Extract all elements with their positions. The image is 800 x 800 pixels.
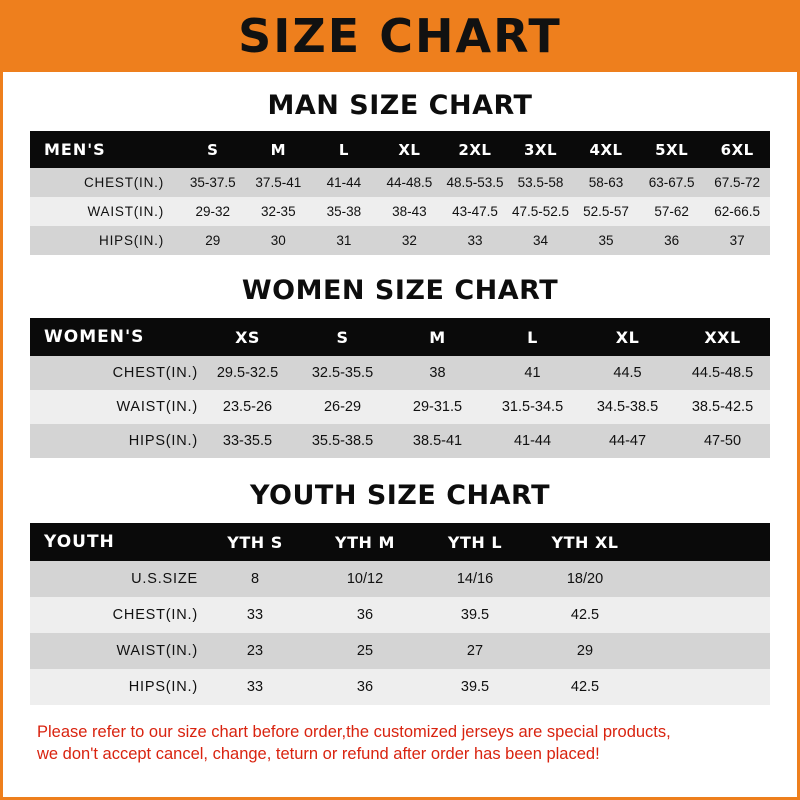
men-col-0: S <box>207 140 219 159</box>
table-header-row <box>30 318 770 356</box>
men-size-section <box>19 90 781 255</box>
youth-r1c2: 39.5 <box>460 607 490 623</box>
men-r2c5: 34 <box>532 233 549 248</box>
women-r0c2: 38 <box>429 365 446 381</box>
women-col-0: XS <box>235 327 260 347</box>
table-row <box>30 197 770 226</box>
women-r2c5: 47-50 <box>703 433 742 449</box>
youth-row-0-label: U.S.SIZE <box>131 571 198 587</box>
disclaimer-line-1: Please refer to our size chart before order,the customized jerseys are special products, <box>37 723 671 741</box>
men-r0c7: 63-67.5 <box>648 175 695 190</box>
women-col-5: XXL <box>704 327 741 347</box>
men-col-6: 4XL <box>589 140 623 159</box>
women-r2c1: 35.5-38.5 <box>311 433 374 449</box>
women-r1c5: 38.5-42.5 <box>691 399 754 415</box>
youth-r1c0: 33 <box>246 607 264 623</box>
youth-col-spacer <box>640 523 770 561</box>
men-col-1: M <box>270 140 287 159</box>
men-r0c4: 48.5-53.5 <box>446 175 504 190</box>
youth-size-section <box>19 480 781 705</box>
youth-row-2-label: WAIST(IN.) <box>116 643 198 659</box>
men-r1c4: 43-47.5 <box>452 204 498 219</box>
youth-r0c3: 18/20 <box>566 571 604 587</box>
youth-col-2: YTH L <box>447 532 503 552</box>
men-r0c6: 58-63 <box>588 175 624 190</box>
men-r1c5: 47.5-52.5 <box>511 204 570 219</box>
women-r0c3: 41 <box>524 365 541 381</box>
women-r0c1: 32.5-35.5 <box>311 365 374 381</box>
table-row <box>30 669 770 705</box>
men-r1c7: 57-62 <box>654 204 689 219</box>
youth-r1c3: 42.5 <box>570 607 600 623</box>
youth-r0-spacer <box>640 561 770 597</box>
men-row-0-label: CHEST(IN.) <box>84 175 164 190</box>
youth-r0c1: 10/12 <box>346 571 384 587</box>
men-r2c4: 33 <box>467 233 483 248</box>
youth-r3c3: 42.5 <box>570 679 600 695</box>
women-section-title: WOMEN SIZE CHART <box>241 275 559 306</box>
women-r1c0: 23.5-26 <box>222 399 273 415</box>
table-row <box>30 597 770 633</box>
men-r2c6: 35 <box>598 233 614 248</box>
men-r2c2: 31 <box>336 233 352 248</box>
women-col-1: S <box>336 327 349 347</box>
youth-r1-spacer <box>640 597 770 633</box>
women-col-2: M <box>429 327 446 347</box>
men-r2c1: 30 <box>270 233 286 248</box>
youth-r3c2: 39.5 <box>460 679 490 695</box>
men-r0c1: 37.5-41 <box>255 175 302 190</box>
men-r2c3: 32 <box>401 233 417 248</box>
disclaimer-line-2: we don't accept cancel, change, teturn or refund after order has been placed! <box>37 745 600 764</box>
youth-row-label-header: YOUTH <box>44 532 115 552</box>
men-row-label-header: MEN'S <box>44 140 106 159</box>
men-col-5: 3XL <box>523 140 558 159</box>
men-r0c3: 44-48.5 <box>386 175 433 190</box>
table-row <box>30 390 770 424</box>
men-r1c8: 62-66.5 <box>714 204 761 219</box>
women-col-4: XL <box>615 327 640 347</box>
women-r0c0: 29.5-32.5 <box>216 365 279 381</box>
youth-r2c3: 29 <box>576 643 594 659</box>
youth-col-0: YTH S <box>227 532 283 552</box>
youth-r0c0: 8 <box>250 571 260 587</box>
women-col-3: L <box>527 327 538 347</box>
women-size-section <box>19 275 781 458</box>
women-row-2-label: HIPS(IN.) <box>128 433 198 449</box>
chart-content <box>3 90 797 766</box>
youth-r2-spacer <box>640 633 770 669</box>
women-r1c3: 31.5-34.5 <box>501 399 564 415</box>
women-row-0-label: CHEST(IN.) <box>112 365 198 381</box>
men-col-4: 2XL <box>458 140 492 159</box>
youth-col-3: YTH XL <box>551 532 619 552</box>
table-row <box>30 561 770 597</box>
men-col-2: L <box>338 140 349 159</box>
youth-row-1-label: CHEST(IN.) <box>112 607 198 623</box>
table-row <box>30 226 770 255</box>
table-row <box>30 168 770 197</box>
men-row-1-label: WAIST(IN.) <box>87 204 164 219</box>
women-r2c3: 41-44 <box>513 433 552 449</box>
header-banner <box>3 0 797 72</box>
disclaimer-note <box>37 721 763 766</box>
men-size-table <box>30 131 770 255</box>
youth-size-table <box>30 523 770 705</box>
women-row-label-header: WOMEN'S <box>44 327 145 347</box>
women-r1c4: 34.5-38.5 <box>596 399 659 415</box>
women-r2c0: 33-35.5 <box>222 433 273 449</box>
men-r0c0: 35-37.5 <box>189 175 236 190</box>
men-section-title: MAN SIZE CHART <box>267 90 533 121</box>
youth-r3c1: 36 <box>356 679 374 695</box>
women-r2c4: 44-47 <box>608 433 647 449</box>
women-r1c2: 29-31.5 <box>412 399 463 415</box>
youth-section-title: YOUTH SIZE CHART <box>249 480 551 511</box>
table-row <box>30 633 770 669</box>
women-r2c2: 38.5-41 <box>412 433 463 449</box>
women-r0c4: 44.5 <box>613 365 642 381</box>
youth-r1c1: 36 <box>356 607 374 623</box>
men-r0c8: 67.5-72 <box>714 175 761 190</box>
men-r1c2: 35-38 <box>326 204 362 219</box>
men-r1c3: 38-43 <box>392 204 427 219</box>
youth-r2c0: 23 <box>246 643 264 659</box>
youth-r3c0: 33 <box>246 679 264 695</box>
men-col-8: 6XL <box>720 140 754 159</box>
men-r0c5: 53.5-58 <box>517 175 564 190</box>
table-header-row <box>30 131 770 168</box>
youth-r2c2: 27 <box>466 643 484 659</box>
youth-row-3-label: HIPS(IN.) <box>128 679 198 695</box>
men-r1c6: 52.5-57 <box>583 204 629 219</box>
men-r2c0: 29 <box>205 233 221 248</box>
women-r0c5: 44.5-48.5 <box>691 365 754 381</box>
youth-col-1: YTH M <box>335 532 395 552</box>
table-row <box>30 356 770 390</box>
page-title: SIZE CHART <box>238 9 562 63</box>
youth-r0c2: 14/16 <box>456 571 494 587</box>
men-r2c7: 36 <box>664 233 680 248</box>
women-size-table <box>30 318 770 458</box>
youth-r2c1: 25 <box>356 643 374 659</box>
men-r0c2: 41-44 <box>326 175 362 190</box>
men-col-3: XL <box>398 140 421 159</box>
men-col-7: 5XL <box>655 140 689 159</box>
women-row-1-label: WAIST(IN.) <box>116 399 198 415</box>
men-r1c0: 29-32 <box>195 204 231 219</box>
women-r1c1: 26-29 <box>323 399 362 415</box>
table-header-row <box>30 523 770 561</box>
men-row-2-label: HIPS(IN.) <box>99 233 164 248</box>
youth-r3-spacer <box>640 669 770 705</box>
men-r1c1: 32-35 <box>261 204 296 219</box>
men-r2c8: 37 <box>729 233 745 248</box>
table-row <box>30 424 770 458</box>
